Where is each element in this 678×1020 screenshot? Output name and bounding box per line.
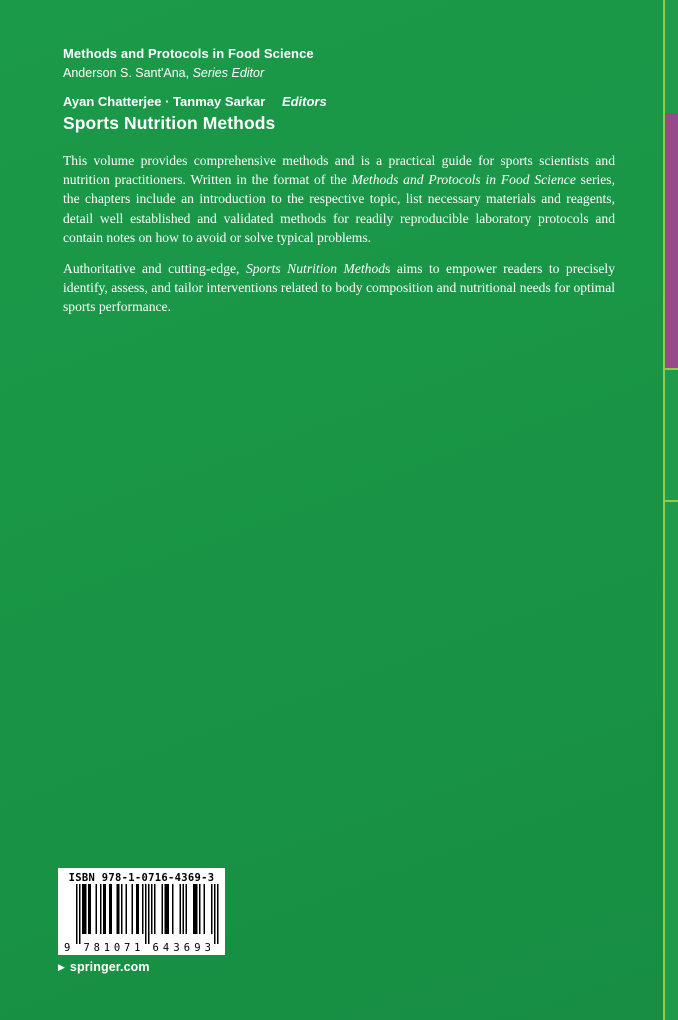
- spine-divider-line-bottom: [665, 500, 678, 502]
- series-title: Methods and Protocols in Food Science: [63, 46, 314, 61]
- spine-divider-line-top: [665, 368, 678, 370]
- series-header: [63, 44, 314, 82]
- isbn-label: ISBN 978-1-0716-4369-3: [68, 872, 215, 884]
- svg-text:643693: 643693: [152, 942, 211, 952]
- blurb-p2-text-cont: s aims to empower readers to precisely identify, assess, and tailor interventions related to body composition and nutritional needs for optimal sports performance.: [63, 261, 615, 315]
- blurb-paragraph-2: [63, 259, 615, 317]
- barcode-panel: [58, 868, 225, 955]
- publisher-line: [58, 960, 150, 974]
- title-block: [63, 94, 327, 134]
- right-triangle-icon: ▶: [58, 961, 65, 972]
- blurb-p1-series-name: Methods and Protocols in Food Science: [351, 172, 576, 188]
- series-editor-line: [63, 64, 314, 82]
- svg-text:9: 9: [64, 942, 71, 952]
- editors-names: Ayan Chatterjee · Tanmay Sarkar: [63, 94, 266, 109]
- editors-line: [63, 94, 327, 110]
- ean-barcode: [64, 884, 220, 952]
- blurb-p2-text: Authoritative and cutting-edge,: [63, 261, 246, 277]
- publisher-url: springer.com: [69, 960, 150, 974]
- blurb-p1-text-cont: series, the chapters include an introduction to the respective topic, list necessary materials and reagents, detail well established and validated methods for readily reproducible laboratory protocols and contain notes on how to avoid or solve typical problems.: [63, 172, 615, 245]
- blurb: [63, 151, 615, 317]
- book-title: Sports Nutrition Methods: [63, 113, 276, 133]
- spine-vertical-line: [663, 0, 665, 1020]
- editors-label: Editors: [281, 94, 327, 109]
- series-editor-name: Anderson S. Sant'Ana,: [63, 66, 190, 80]
- blurb-p2-book-name: Sports Nutrition Method: [245, 261, 386, 277]
- series-editor-role: Series Editor: [192, 66, 265, 80]
- blurb-p1-text: This volume provides comprehensive methods and is a practical guide for sports scientists and nutrition practitioners. Written in the format of the: [63, 153, 615, 188]
- series-color-block: [665, 113, 678, 368]
- blurb-paragraph-1: [63, 151, 615, 247]
- svg-text:781071: 781071: [83, 942, 141, 952]
